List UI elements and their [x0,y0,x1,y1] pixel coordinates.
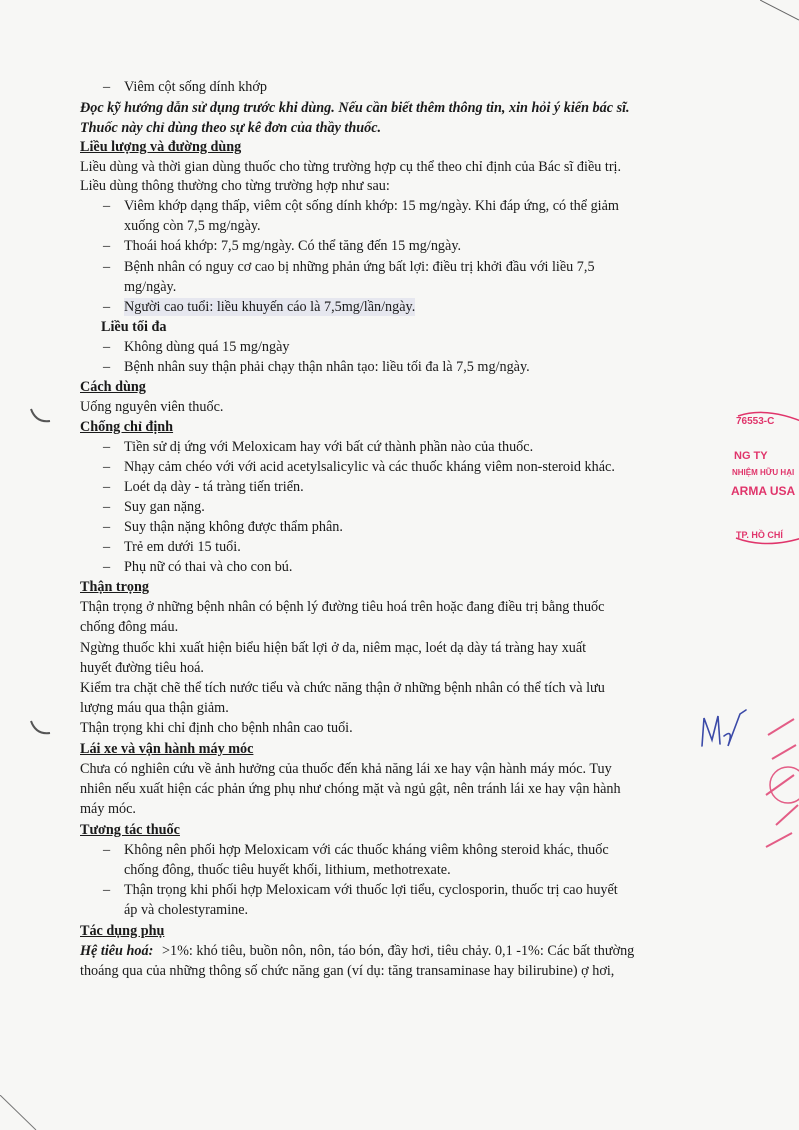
text-line: máy móc. [80,801,136,817]
stamp-line-4: ARMA USA [731,484,796,498]
punch-hole-mark-bottom [28,717,54,739]
stamp-line-2: NG TY [734,450,768,462]
text-line: Suy gan nặng. [124,499,205,515]
bullet-dash: – [103,539,111,555]
section-heading: Tác dụng phụ [80,923,165,939]
stamp-line-1: 76553-C [736,416,775,427]
bullet-dash: – [103,359,111,375]
text-line: Trẻ em dưới 15 tuổi. [124,539,241,555]
text-line: Tiền sử dị ứng với Meloxicam hay với bất cứ thành phần nào của thuốc. [124,439,534,455]
stamp-line-3: NHIỆM HỮU HẠI [732,468,795,477]
text-line: Liều dùng và thời gian dùng thuốc cho từng trường hợp cụ thể theo chỉ định của Bác sĩ điều trị. [80,159,622,175]
text-line: Phụ nữ có thai và cho con bú. [124,559,293,575]
bullet-dash: – [103,519,111,535]
text-line: Viêm cột sống dính khớp [124,79,267,95]
section-heading: Thận trọng [80,579,149,595]
text-line: Không dùng quá 15 mg/ngày [124,339,290,355]
inline-label: Hệ tiêu hoá: [80,943,154,959]
text-line: Thận trọng khi chỉ định cho bệnh nhân cao tuổi. [80,720,353,736]
text-line: chống đông máu. [80,619,179,635]
corner-fold-top-right [760,0,799,22]
text-line: Ngừng thuốc khi xuất hiện biểu hiện bất lợi ở da, niêm mạc, loét dạ dày tá tràng hay xuất [80,640,587,656]
bullet-dash: – [103,198,111,214]
text-line: Suy thận nặng không được thẩm phân. [124,519,343,535]
bullet-dash: – [103,259,111,275]
stamp-fragment-bottom-right [758,715,799,850]
section-heading: Tương tác thuốc [80,822,180,838]
bullet-dash: – [103,238,111,254]
text-line: Thoái hoá khớp: 7,5 mg/ngày. Có thể tăng đến 15 mg/ngày. [124,238,462,254]
text-line: Không nên phối hợp Meloxicam với các thuốc kháng viêm không steroid khác, thuốc [124,842,609,858]
bullet-dash: – [103,882,111,898]
bullet-dash: – [103,479,111,495]
section-heading: Liều lượng và đường dùng [80,139,242,155]
text-line: Thận trọng khi phối hợp Meloxicam với thuốc lợi tiểu, cyclosporin, thuốc trị cao huyết [124,882,618,898]
text-line: Bệnh nhân suy thận phải chạy thận nhân tạo: liều tối đa là 7,5 mg/ngày. [124,359,530,375]
text-line: Thận trọng ở những bệnh nhân có bệnh lý đường tiêu hoá trên hoặc đang điều trị bằng thuốc [80,599,605,615]
text-line: huyết đường tiêu hoá. [80,660,204,676]
bullet-dash: – [103,339,111,355]
warning-text: Thuốc này chỉ dùng theo sự kê đơn của thầy thuốc. [80,120,382,136]
text-line: áp và cholestyramine. [124,902,249,918]
text-line: thoáng qua của những thông số chức năng gan (ví dụ: tăng transaminase hay bilirubine) ợ hơi, [80,963,615,979]
text-line: Viêm khớp dạng thấp, viêm cột sống dính khớp: 15 mg/ngày. Khi đáp ứng, có thể giảm [124,198,619,214]
section-heading: Cách dùng [80,379,146,395]
company-stamp [728,410,799,550]
corner-fold-bottom-left [0,1095,40,1130]
text-line: chống đông, thuốc tiêu huyết khối, lithium, methotrexate. [124,862,451,878]
bullet-dash: – [103,299,111,315]
warning-text: Đọc kỹ hướng dẫn sử dụng trước khi dùng. Nếu cần biết thêm thông tin, xin hỏi ý kiến bác sĩ. [80,100,630,116]
punch-hole-mark-top [28,405,54,427]
text-line: Uống nguyên viên thuốc. [80,399,224,415]
text-line: Chưa có nghiên cứu về ảnh hưởng của thuốc đến khả năng lái xe hay vận hành máy móc. Tuy [80,761,612,777]
bullet-dash: – [103,79,111,95]
handwritten-signature [694,706,754,756]
subsection-heading: Liều tối đa [101,319,167,335]
text-line: Bệnh nhân có nguy cơ cao bị những phản ứng bất lợi: điều trị khởi đầu với liều 7,5 [124,259,595,275]
text-line: nhiên nếu xuất hiện các phản ứng phụ như chóng mặt và ngủ gật, nên tránh lái xe hay vận hành [80,781,621,797]
section-heading: Chống chỉ định [80,419,174,435]
text-line: Liều dùng thông thường cho từng trường hợp như sau: [80,178,390,194]
bullet-dash: – [103,499,111,515]
bullet-dash: – [103,842,111,858]
text-line: Người cao tuổi: liều khuyến cáo là 7,5mg/lần/ngày. [124,299,416,315]
text-line: lượng máu qua thận giảm. [80,700,229,716]
text-line: >1%: khó tiêu, buồn nôn, nôn, táo bón, đầy hơi, tiêu chảy. 0,1 -1%: Các bất thường [162,943,635,959]
stamp-line-5: TP. HỒ CHÍ [736,530,783,540]
text-line: mg/ngày. [124,279,177,295]
bullet-dash: – [103,559,111,575]
text-line: Kiểm tra chặt chẽ thể tích nước tiểu và chức năng thận ở những bệnh nhân có thể tích và lưu [80,680,605,696]
text-line: xuống còn 7,5 mg/ngày. [124,218,261,234]
bullet-dash: – [103,459,111,475]
text-line: Loét dạ dày - tá tràng tiến triển. [124,479,304,495]
bullet-dash: – [103,439,111,455]
text-line: Nhạy cảm chéo với với acid acetylsalicylic và các thuốc kháng viêm non-steroid khác. [124,459,615,475]
section-heading: Lái xe và vận hành máy móc [80,741,254,757]
